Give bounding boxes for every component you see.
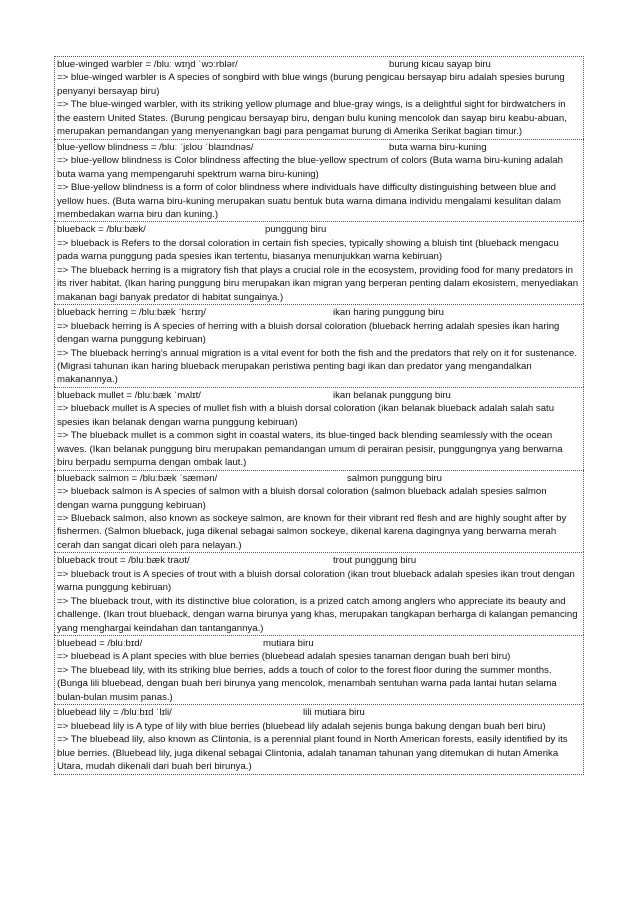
entry-definition: => blueback salmon is A species of salmon with a bluish dorsal coloration (salmon blueback adalah spesies salmon dengan warna punggung kebiruan) [57, 486, 547, 511]
entry-term: blueback salmon = /bluːbæk ˈsæmən/ [57, 472, 218, 484]
entry-header [57, 706, 581, 719]
entry-translation: ikan haring punggung biru [333, 307, 444, 319]
entry-term: bluebead = /bluːbɪd/ [57, 638, 143, 650]
entry-header [57, 58, 581, 71]
entry-definition: => blueback trout is A species of trout with a bluish dorsal coloration (ikan trout blueback adalah spesies ikan trout dengan warna punggung kebiruan) [57, 568, 575, 594]
entry-definition: => blueback is Refers to the dorsal coloration in certain fish species, typically showing a bluish tint (blueback mengacu pada warna punggung pada spesies ikan tertentu, biasanya menunjukkan warna kebiruan) [57, 237, 559, 263]
entry-header [57, 223, 581, 236]
entry-term: blue-yellow blindness = /bluː ˈjɛloʊ ˈblaɪndnəs/ [57, 141, 254, 153]
entry-translation: mutiara biru [263, 638, 314, 650]
entry-definition: => blue-winged warbler is A species of songbird with blue wings (burung pengicau bersayap biru adalah spesies burung penyanyi bersayap biru) [57, 72, 565, 97]
entry-blueback [54, 221, 584, 304]
entry-definition: => bluebead is A plant species with blue berries (bluebead adalah spesies tanaman dengan buah beri biru) [57, 651, 511, 663]
entry-bluebead-lily [54, 704, 584, 774]
entry-translation: salmon punggung biru [347, 472, 442, 484]
entry-term: blueback herring = /bluːbæk ˈhɛrɪŋ/ [57, 307, 206, 319]
entry-blue-winged-warbler [54, 56, 584, 139]
entry-example: => The bluebead lily, also known as Clintonia, is a perennial plant found in North American forests, easily identified by its blue berries. (Bluebead lily, juga dikenal sebagai Clintonia, adalah tanaman tahunan yang ditemukan di hutan Amerika Utara, mudah dikenali dari buah beri birunya.) [57, 734, 568, 773]
entry-definition: => blueback herring is A species of herring with a bluish dorsal coloration (blueback herring adalah spesies ikan haring dengan warna punggung kebiruan) [57, 320, 560, 346]
entry-header [57, 141, 581, 154]
entry-blueback-herring [54, 304, 584, 387]
entry-bluebead [54, 635, 584, 704]
entry-blueback-mullet [54, 387, 584, 470]
entry-translation: punggung biru [265, 224, 327, 236]
entry-translation: buta warna biru-kuning [389, 141, 487, 153]
entry-blueback-trout [54, 552, 584, 635]
entry-example: => The blueback trout, with its distinctive blue coloration, is a prized catch among anglers who appreciate its beauty and challenge. (Ikan trout blueback, dengan warna birunya yang khas, merupakan tangkapan berharga di kalangan pemancing yang menghargai keindahan dan tantangannya.) [57, 595, 578, 634]
entry-header [57, 472, 581, 485]
entry-header [57, 637, 581, 650]
entry-header [57, 554, 581, 567]
entry-blueback-salmon [54, 470, 584, 553]
entry-term: blueback mullet = /bluːbæk ˈmʌlɪt/ [57, 389, 201, 401]
entry-term: bluebead lily = /bluːbɪd ˈlɪli/ [57, 707, 172, 719]
entry-example: => Blue-yellow blindness is a form of color blindness where individuals have difficulty distinguishing between blue and yellow hues. (Buta warna biru-kuning merupakan suatu bentuk buta warna dimana individu mengalami kesulitan dalam membedakan warna biru dan kuning.) [57, 182, 561, 220]
entry-header [57, 389, 581, 402]
entry-term: blueback = /bluːbæk/ [57, 224, 146, 236]
entry-example: => The blue-winged warbler, with its striking yellow plumage and blue-gray wings, is a delightful sight for birdwatchers in the eastern United States. (Burung pengicau bersayap biru, dengan bulu kuning mencolok dan sayap biru keabu-abuan, merupakan pemandangan yang menyenangkan bagi para pengamat burung di Amerika Serikat bagian timur.) [57, 99, 567, 138]
entry-translation: lili mutiara biru [303, 707, 365, 719]
entry-example: => The blueback mullet is a common sight in coastal waters, its blue-tinged back blending seamlessly with the ocean waves. (Ikan belanak punggung biru merupakan pemandangan umum di perairan pesisir, punggungnya yang berwarna biru berpadu sempurna dengan ombak laut.) [57, 430, 563, 469]
entry-definition: => blueback mullet is A species of mullet fish with a bluish dorsal coloration (ikan belanak blueback adalah salah satu spesies ikan belanak dengan warna punggung kebiruan) [57, 403, 555, 428]
entry-translation: ikan belanak punggung biru [333, 389, 451, 401]
entry-translation: trout punggung biru [333, 555, 417, 567]
entry-definition: => blue-yellow blindness is Color blindness affecting the blue-yellow spectrum of colors (Buta warna biru-kuning adalah buta warna yang mempengaruhi spektrum warna biru-kuning) [57, 155, 563, 180]
entry-term: blueback trout = /bluːbæk traʊt/ [57, 555, 190, 567]
entry-definition: => bluebead lily is A type of lily with blue berries (bluebead lily adalah sejenis bunga bakung dengan buah beri biru) [57, 720, 546, 732]
entry-header [57, 306, 581, 319]
entry-blue-yellow-blindness [54, 139, 584, 222]
vocabulary-list [54, 56, 584, 775]
entry-example: => Blueback salmon, also known as sockeye salmon, are known for their vibrant red flesh and are highly sought after by fishermen. (Salmon blueback, juga dikenal sebagai salmon sockeye, dikenal karena dagingnya yang berwarna merah cerah dan sangat dicari oleh para nelayan.) [57, 512, 567, 551]
entry-term: blue-winged warbler = /bluː wɪŋd ˈwɔːrblər/ [57, 59, 238, 70]
entry-example: => The blueback herring is a migratory fish that plays a crucial role in the ecosystem, providing food for many predators in its river habitat. (Ikan haring punggung biru merupakan ikan migran yang berperan penting dalam ekosistem, menyediakan makanan bagi banyak predator di habitat sungainya.) [57, 264, 579, 303]
entry-example: => The bluebead lily, with its striking blue berries, adds a touch of color to the forest floor during the summer months. (Bunga lili bluebead, dengan buah beri birunya yang mencolok, menambah sentuhan warna pada lantai hutan selama bulan-bulan musim panas.) [57, 664, 557, 703]
entry-example: => The blueback herring's annual migration is a vital event for both the fish and the predators that rely on it for sustenance. (Migrasi tahunan ikan haring blueback merupakan peristiwa penting bagi ikan dan predator yang mengandalkan makanannya.) [57, 347, 578, 386]
entry-translation: burung kicau sayap biru [389, 59, 491, 70]
